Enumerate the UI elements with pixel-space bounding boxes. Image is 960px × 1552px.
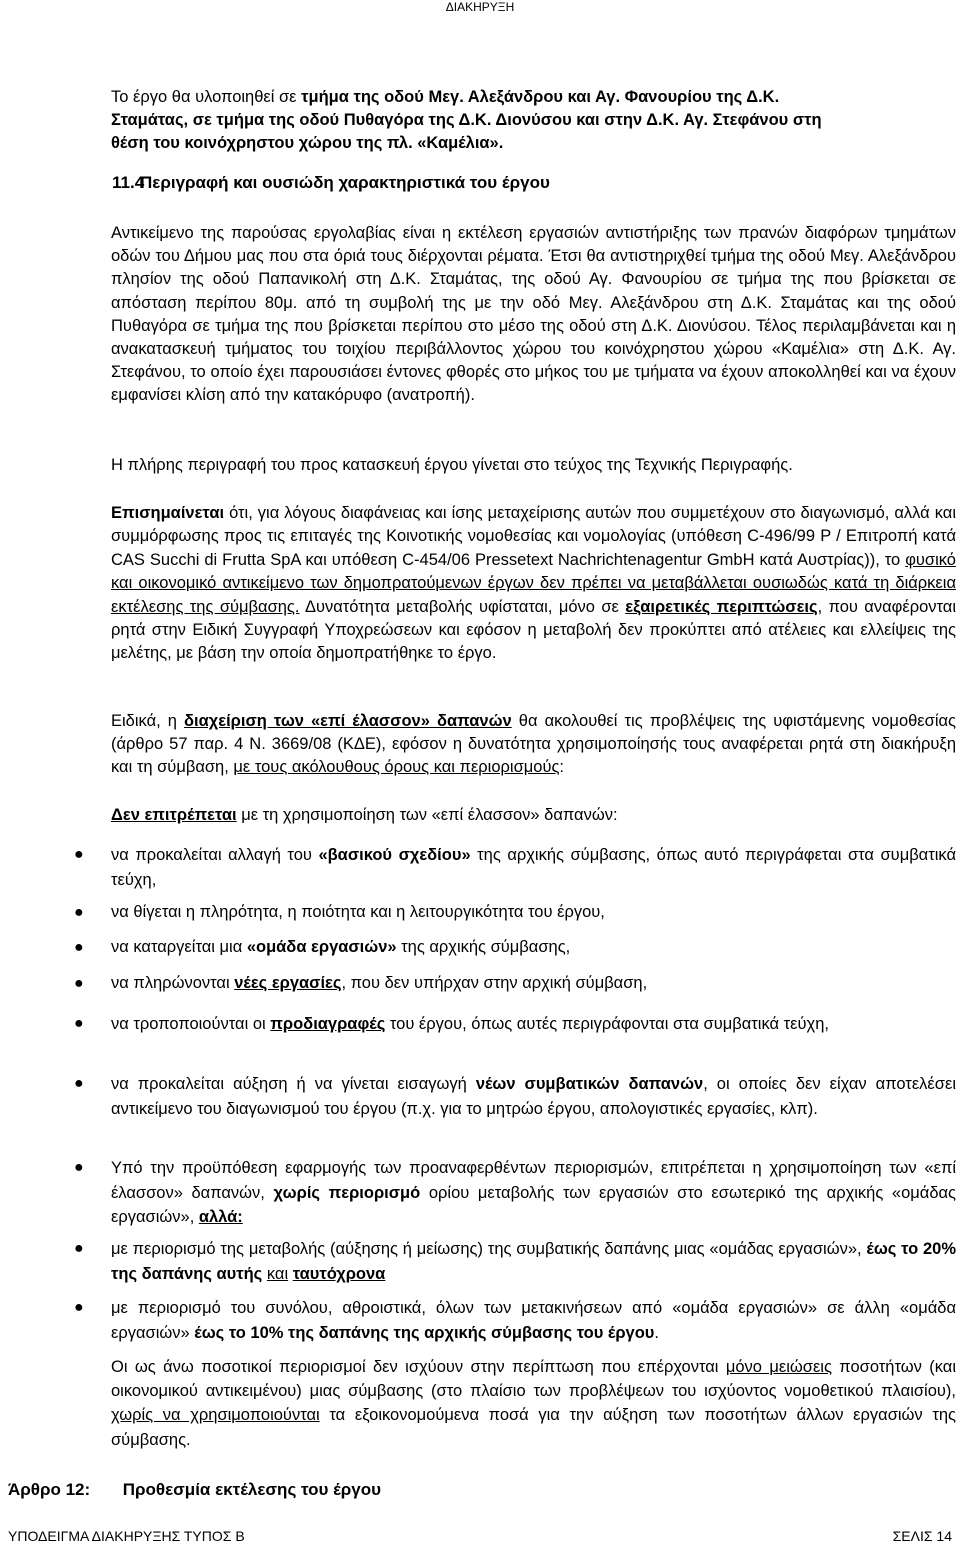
bullet-icon: ● [74, 939, 84, 956]
list-item: Υπό την προϋπόθεση εφαρμογής των προαναφερθέντων περιορισμών, επιτρέπεται η χρησιμοποίηση των «επί έλασσον» δαπανών, χωρίς περιορισμό ορίου μεταβολής των εργασιών στο εσωτερικό της αρχικής «ομάδας εργασιών», αλλά: [111, 1159, 956, 1226]
page-footer [8, 1528, 952, 1544]
special-terms: με τους ακόλουθους όρους και περιορισμούς [233, 758, 560, 777]
bullet-icon: ● [74, 846, 84, 863]
bullet-icon: ● [74, 975, 84, 992]
notice-exceptional: εξαιρετικές περιπτώσεις [625, 597, 818, 616]
article-heading [8, 1480, 381, 1500]
bullet-icon: ● [74, 1240, 84, 1257]
bullet-icon: ● [74, 904, 84, 921]
special-management: διαχείριση των «επί έλασσον» δαπανών [184, 712, 512, 730]
list-item: να προκαλείται αλλαγή του «βασικού σχεδίου» της αρχικής σύμβασης, όπως αυτό περιγράφεται στα συμβατικά τεύχη, [111, 846, 956, 889]
notice-underlined: φυσικό και οικονομικό αντικείμενο των δημοπρατούμενων έργων δεν πρέπει να μεταβάλλεται ουσιωδώς κατά τη διάρκεια εκτέλεσης της σύμβασης. [111, 550, 956, 616]
intro-text: Το έργο θα υλοποιηθεί σε [111, 88, 302, 106]
bullet-icon: ● [74, 1159, 84, 1176]
section-title: Περιγραφή και ουσιώδη χαρακτηριστικά του έργου [140, 173, 550, 192]
section-reference: Η πλήρης περιγραφή του προς κατασκευή έργου γίνεται στο τεύχος της Τεχνικής Περιγραφής. [111, 456, 793, 474]
article-title: Προθεσμία εκτέλεσης του έργου [122, 1480, 382, 1499]
footer-document-name: ΥΠΟΔΕΙΓΜΑ ΔΙΑΚΗΡΥΞΗΣ ΤΥΠΟΣ Β [8, 1528, 245, 1544]
list-item: να θίγεται η πληρότητα, η ποιότητα και η λειτουργικότητα του έργου, [111, 903, 605, 921]
closing-paragraph: Οι ως άνω ποσοτικοί περιορισμοί δεν ισχύουν στην περίπτωση που επέρχονται μόνο μειώσεις ποσοτήτων (και οικονομικού αντικειμένου) μιας σύμβασης (στο πλαίσιο των προβλέψεων του ισχύοντος νομοθετικού πλαισίου), χωρίς να χρησιμοποιούνται τα εξοικονομούμενα ποσά για την αύξηση των ποσοτήτων άλλων εργασιών της σύμβασης. [111, 1358, 957, 1449]
list-item: να προκαλείται αύξηση ή να γίνεται εισαγωγή νέων συμβατικών δαπανών, οι οποίες δεν είχαν αποτελέσει αντικείμενο του διαγωνισμού του έργου (π.χ. για το μητρώο έργου, απολογιστικές εργασίες, κλπ). [111, 1075, 956, 1118]
page-number: ΣΕΛΙΣ 14 [892, 1528, 952, 1544]
bullet-icon: ● [74, 1299, 84, 1316]
list-item: με περιορισμό του συνόλου, αθροιστικά, όλων των μετακινήσεων από «ομάδα εργασιών» σε άλλη «ομάδα εργασιών» έως το 10% της δαπάνης της αρχικής σύμβασης του έργου. [111, 1299, 956, 1342]
intro-paragraph [111, 86, 848, 155]
bullet-icon: ● [74, 1015, 84, 1032]
forbidden-lead: Δεν επιτρέπεται [111, 806, 237, 824]
article-label: Άρθρο 12: [8, 1480, 91, 1499]
section-number: 11.4 [112, 173, 145, 192]
page-header: ΔΙΑΚΗΡΥΞΗ [445, 0, 515, 14]
special-paragraph: Ειδικά, η διαχείριση των «επί έλασσον» δαπανών θα ακολουθεί τις προβλέψεις της υφιστάμενης νομοθεσίας (άρθρο 57 παρ. 4 Ν. 3669/08 (ΚΔΕ), εφόσον η δυνατότητα χρησιμοποίησής τους αναφέρεται ρητά στη διακήρυξη και τη σύμβαση, με τους ακόλουθους όρους και περιορισμούς: [111, 712, 956, 777]
intro-bold-text: τμήμα της οδού Μεγ. Αλεξάνδρου και Αγ. Φανουρίου της Δ.Κ. Σταμάτας, σε τμήμα της οδού Πυθαγόρα της Δ.Κ. Διονύσου και στην Δ.Κ. Αγ. Στεφάνου στη θέση του κοινόχρηστου χώρου της πλ. «Καμέλια». [111, 88, 822, 152]
list-item: να πληρώνονται νέες εργασίες, που δεν υπήρχαν στην αρχική σύμβαση, [111, 974, 648, 992]
list-item: με περιορισμό της μεταβολής (αύξησης ή μείωσης) της συμβατικής δαπάνης μιας «ομάδας εργασιών», έως το 20% της δαπάνης αυτής και ταυτόχρονα [111, 1240, 956, 1283]
list-item: να καταργείται μια «ομάδα εργασιών» της αρχικής σύμβασης, [111, 938, 571, 956]
notice-paragraph: Επισημαίνεται ότι, για λόγους διαφάνειας και ίσης μεταχείρισης αυτών που συμμετέχουν στο διαγωνισμό, αλλά και συμμόρφωσης προς τις επιταγές της Κοινοτικής νομοθεσίας και νομολογίας (υπόθεση C-496/99 P / Επιτροπή κατά CAS Succhi di Frutta SpA και υπόθεση C-454/06 Pressetext Nachrichtenagentur GmbH κατά Αυστρίας)), το φυσικό και οικονομικό αντικείμενο των δημοπρατούμενων έργων δεν πρέπει να μεταβάλλεται ουσιωδώς κατά τη διάρκεια εκτέλεσης της σύμβασης. Δυνατότητα μεταβολής υφίσταται, μόνο σε εξαιρετικές περιπτώσεις, που αναφέρονται ρητά στην Ειδική Συγγραφή Υποχρεώσεων και εφόσον η μεταβολή δεν προκύπτει από ατέλειες και ελλείψεις της μελέτης, με βάση την οποία δημοπρατήθηκε το έργο. [111, 504, 956, 663]
section-description: Αντικείμενο της παρούσας εργολαβίας είναι η εκτέλεση εργασιών αντιστήριξης των πρανών διαφόρων τμημάτων οδών του Δήμου μας που στα όριά τους διέρχονται ρέματα. Έτσι θα αντιστηριχθεί τμήμα της οδού Μεγ. Αλεξάνδρου πλησίον της οδού Παπανικολή στη Δ.Κ. Σταμάτας, της οδού Αγ. Φανουρίου σε τμήμα της που βρίσκεται σε απόσταση περίπου 80μ. από τη συμβολή της με την οδό Μεγ. Αλεξάνδρου στη Δ.Κ. Σταμάτας και της οδού Πυθαγόρα σε τμήμα της που βρίσκεται περίπου στο μέσο της οδού στη Δ.Κ. Διονύσου. Τέλος περιλαμβάνεται και η ανακατασκευή τμήματος του τοιχίου περιβάλλοντος χώρου του κοινόχρηστου χώρου «Καμέλια» στη Δ.Κ. Αγ. Στεφάνου, το οποίο έχει παρουσιάσει έντονες φθορές στο μήκος του με τμήματα να έχουν αποκολληθεί και να έχουν εμφανίσει κλίση από την κατακόρυφο (ανατροπή). [111, 224, 956, 405]
bullet-icon: ● [74, 1075, 84, 1092]
notice-lead: Επισημαίνεται [111, 504, 225, 522]
list-item: να τροποποιούνται οι προδιαγραφές του έργου, όπως αυτές περιγράφονται στα συμβατικά τεύχη, [111, 1015, 829, 1033]
forbidden-line: Δεν επιτρέπεται με τη χρησιμοποίηση των «επί έλασσον» δαπανών: [111, 806, 618, 824]
